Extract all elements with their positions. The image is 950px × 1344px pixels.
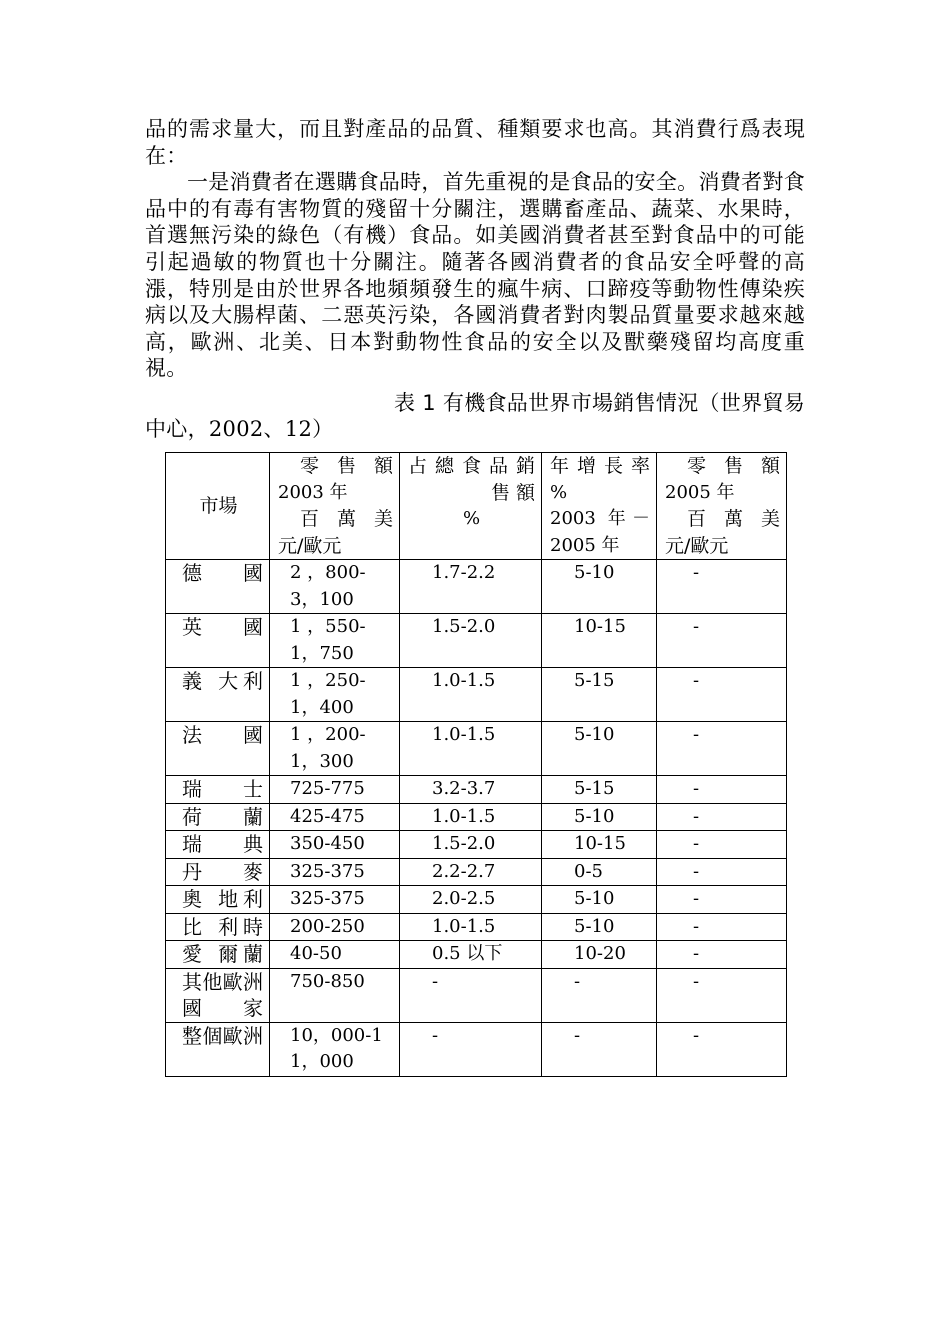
table-row xyxy=(166,560,787,614)
table-row xyxy=(166,803,787,831)
cell-share: 0.5 以下 xyxy=(400,941,542,969)
cell-growth: 5-10 xyxy=(542,886,657,914)
paragraph-safety: 一是消費者在選購食品時，首先重視的是食品的安全。消費者對食品中的有毒有害物質的殘留十分關注，選購畜產品、蔬菜、水果時，首選無污染的綠色（有機）食品。如美國消費者甚至對食品中的可能引起過敏的物質也十分關注。隨著各國消費者的食品安全呼聲的高漲，特別是由於世界各地頻頻發生的瘋牛病、口蹄疫等動物性傳染疾病以及大腸桿菌、二惡英污染，各國消費者對肉製品質量要求越來越高，歐洲、北美、日本對動物性食品的安全以及獸藥殘留均高度重視。 xyxy=(145,170,805,381)
table-row xyxy=(166,941,787,969)
cell-growth: 5-10 xyxy=(542,913,657,941)
cell-market: 瑞士 xyxy=(166,776,270,804)
cell-market: 丹麥 xyxy=(166,858,270,886)
cell-retail-2005: - xyxy=(657,886,787,914)
cell-share: 1.5-2.0 xyxy=(400,614,542,668)
header-market: 市場 xyxy=(166,453,270,560)
table-row xyxy=(166,722,787,776)
cell-market: 英國 xyxy=(166,614,270,668)
header-share: 占總食品銷 售 額 % xyxy=(400,453,542,560)
cell-growth: 10-20 xyxy=(542,941,657,969)
cell-share: 3.2-3.7 xyxy=(400,776,542,804)
cell-growth: 10-15 xyxy=(542,614,657,668)
cell-retail-2003: 425-475 xyxy=(270,803,400,831)
cell-retail-2005: - xyxy=(657,1022,787,1076)
table-row xyxy=(166,614,787,668)
paragraph-intro: 品的需求量大，而且對產品的品質、種類要求也高。其消費行爲表現在： xyxy=(145,117,805,168)
cell-market: 奧 地利 xyxy=(166,886,270,914)
cell-share: 1.0-1.5 xyxy=(400,913,542,941)
cell-retail-2003: 1 ，550-1，750 xyxy=(270,614,400,668)
header-retail-2003: 零 售 額 2003 年 百 萬 美 元/歐元 xyxy=(270,453,400,560)
table-header-row xyxy=(166,453,787,560)
cell-retail-2005: - xyxy=(657,913,787,941)
cell-share: 1.5-2.0 xyxy=(400,831,542,859)
cell-share: 2.0-2.5 xyxy=(400,886,542,914)
cell-market: 義 大利 xyxy=(166,668,270,722)
cell-share: - xyxy=(400,968,542,1022)
cell-retail-2005: - xyxy=(657,941,787,969)
cell-market: 比 利時 xyxy=(166,913,270,941)
cell-growth: 5-10 xyxy=(542,803,657,831)
cell-market: 整個歐洲 xyxy=(166,1022,270,1076)
cell-retail-2003: 40-50 xyxy=(270,941,400,969)
cell-growth: - xyxy=(542,1022,657,1076)
cell-retail-2005: - xyxy=(657,668,787,722)
table-row xyxy=(166,968,787,1022)
cell-retail-2003: 350-450 xyxy=(270,831,400,859)
cell-market: 其他歐洲國家 xyxy=(166,968,270,1022)
cell-growth: 0-5 xyxy=(542,858,657,886)
cell-share: 1.0-1.5 xyxy=(400,668,542,722)
cell-share: - xyxy=(400,1022,542,1076)
cell-market: 德國 xyxy=(166,560,270,614)
cell-share: 1.0-1.5 xyxy=(400,722,542,776)
cell-retail-2003: 1 ，200-1，300 xyxy=(270,722,400,776)
cell-market: 愛 爾蘭 xyxy=(166,941,270,969)
cell-growth: 5-15 xyxy=(542,776,657,804)
table-row xyxy=(166,886,787,914)
cell-retail-2005: - xyxy=(657,803,787,831)
cell-share: 2.2-2.7 xyxy=(400,858,542,886)
body-text xyxy=(145,116,805,442)
table-caption-line1: 表 1 有機食品世界市場銷售情況（世界貿易 xyxy=(393,390,805,415)
cell-retail-2005: - xyxy=(657,968,787,1022)
table-row xyxy=(166,858,787,886)
cell-growth: 5-15 xyxy=(542,668,657,722)
table-row xyxy=(166,776,787,804)
table-row xyxy=(166,831,787,859)
cell-retail-2003: 10，000-11，000 xyxy=(270,1022,400,1076)
table-caption xyxy=(145,390,805,442)
cell-market: 法國 xyxy=(166,722,270,776)
cell-retail-2003: 2 ，800-3，100 xyxy=(270,560,400,614)
cell-market: 荷蘭 xyxy=(166,803,270,831)
cell-retail-2005: - xyxy=(657,722,787,776)
table-body xyxy=(166,560,787,1077)
cell-retail-2003: 725-775 xyxy=(270,776,400,804)
cell-retail-2003: 325-375 xyxy=(270,886,400,914)
cell-growth: 5-10 xyxy=(542,560,657,614)
cell-retail-2005: - xyxy=(657,614,787,668)
table-row xyxy=(166,913,787,941)
cell-retail-2003: 750-850 xyxy=(270,968,400,1022)
header-growth: 年增長率 % 2003 年－ 2005 年 xyxy=(542,453,657,560)
table-row xyxy=(166,1022,787,1076)
cell-growth: - xyxy=(542,968,657,1022)
organic-food-sales-table xyxy=(165,452,787,1077)
cell-market: 瑞典 xyxy=(166,831,270,859)
cell-retail-2003: 325-375 xyxy=(270,858,400,886)
table-caption-line2: 中心，2002、12） xyxy=(145,416,334,441)
cell-retail-2005: - xyxy=(657,776,787,804)
cell-retail-2005: - xyxy=(657,560,787,614)
cell-retail-2005: - xyxy=(657,858,787,886)
cell-retail-2003: 1 ，250-1，400 xyxy=(270,668,400,722)
table-row xyxy=(166,668,787,722)
cell-retail-2003: 200-250 xyxy=(270,913,400,941)
header-retail-2005: 零 售 額 2005 年 百 萬 美 元/歐元 xyxy=(657,453,787,560)
cell-retail-2005: - xyxy=(657,831,787,859)
cell-growth: 10-15 xyxy=(542,831,657,859)
cell-growth: 5-10 xyxy=(542,722,657,776)
cell-share: 1.0-1.5 xyxy=(400,803,542,831)
cell-share: 1.7-2.2 xyxy=(400,560,542,614)
